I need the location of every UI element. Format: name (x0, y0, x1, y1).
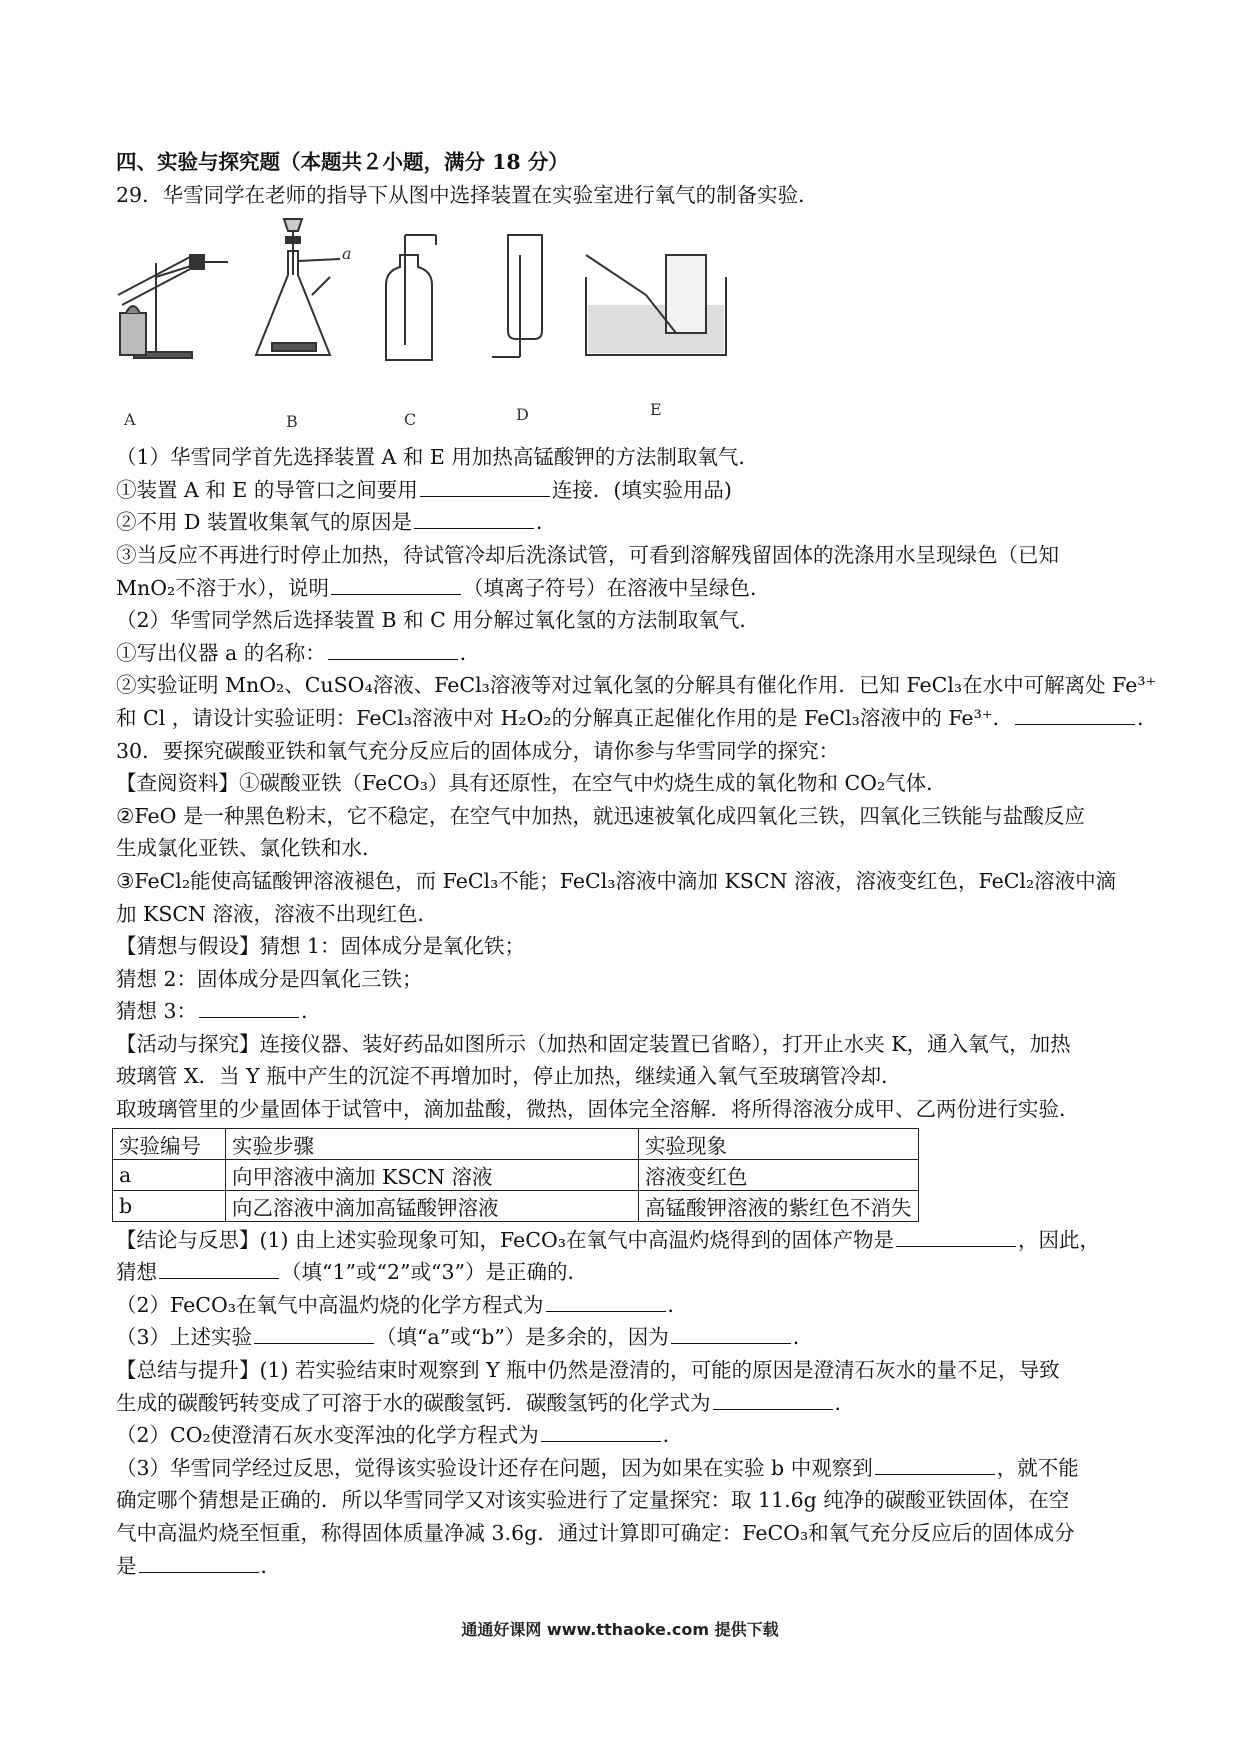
q30-conclusion1-tail2: （填“1”或“2”或“3”）是正确的． (281, 1260, 589, 1285)
q30-activity3: 取玻璃管里的少量固体于试管中，滴加盐酸，微热，固体完全溶解．将所得溶液分成甲、乙两份进行实验． (116, 1097, 1080, 1122)
q30-activity2: 玻璃管 X．当 Y 瓶中产生的沉淀不再增加时，停止加热，继续通入氧气至玻璃管冷却． (116, 1064, 902, 1089)
apparatus-figure (116, 211, 1126, 441)
q30-summary3-tail: ，就不能 (996, 1455, 1079, 1480)
q29-part1-2-text: ②不用 D 装置收集氧气的原因是 (116, 510, 412, 535)
q29-part1-3: ③当反应不再进行时停止加热，待试管冷却后洗涤试管，可看到溶解残留固体的洗涤用水呈现绿色（已知 (116, 542, 1059, 567)
q30-summary3-tail2: ． (260, 1553, 281, 1578)
answer-blank[interactable] (199, 995, 299, 1018)
q30-conclusion2-tail: ． (667, 1292, 688, 1317)
exam-content (116, 146, 1158, 1582)
q30-hyp2: 猜想 2：固体成分是四氧化三铁； (116, 966, 423, 991)
answer-blank[interactable] (328, 637, 458, 660)
figure-label-d: D (516, 405, 529, 425)
q30-conclusion2-text: （2）FeCO₃在氧气中高温灼烧的化学方程式为 (116, 1292, 544, 1317)
q30-conclusion2 (116, 1289, 1126, 1322)
apparatus-a-drawing (118, 255, 228, 358)
answer-blank[interactable] (159, 1256, 279, 1279)
experiment-table (112, 1128, 919, 1222)
table-row (113, 1159, 919, 1190)
figure-label-instrument-a: a (342, 244, 352, 264)
q30-summary2 (116, 1419, 1126, 1452)
table-cell: a (113, 1159, 226, 1190)
apparatus-d-drawing (492, 235, 542, 357)
figure-label-b: B (286, 412, 298, 432)
table-row (113, 1190, 919, 1221)
q30-conclusion1-text: 【结论与反思】(1) 由上述实验现象可知，FeCO₃在氧气中高温灼烧得到的固体产物是 (116, 1227, 894, 1252)
q29-part1-3-tail: （填离子符号）在溶液中呈绿色． (462, 575, 771, 600)
q30-ref3-cont: 加 KSCN 溶液，溶液不出现红色． (116, 901, 439, 926)
answer-blank[interactable] (420, 474, 550, 497)
table-cell: b (113, 1190, 226, 1221)
q29-part2-2: ②实验证明 MnO₂、CuSO₄溶液、FeCl₃溶液等对过氧化氢的分解具有催化作用．已知 FeCl₃在水中可解离处 Fe³⁺ (116, 673, 1157, 698)
table-header-row (113, 1128, 919, 1159)
q30-conclusion1 (116, 1224, 1126, 1257)
page-footer: 通通好课网 www.tthaoke.com 提供下载 (461, 1620, 779, 1639)
answer-blank[interactable] (414, 506, 534, 529)
q30-summary3-cont2: 气中高温灼烧至恒重，称得固体质量净减 3.6g．通过计算即可确定：FeCO₃和氧气充分反应后的固体成分 (116, 1521, 1075, 1545)
figure-label-e: E (650, 400, 662, 420)
q30-summary1-cont (116, 1387, 1126, 1420)
table-cell: 向甲溶液中滴加 KSCN 溶液 (226, 1159, 639, 1190)
q30-conclusion1-cont (116, 1256, 1126, 1289)
q29-part1-1-tail: 连接．(填实验用品) (551, 477, 732, 502)
q29-part1-3-cont (116, 572, 1126, 605)
q30-conclusion3-mid: （填“a”或“b”）是多余的，因为 (376, 1325, 669, 1350)
figure-label-a: A (124, 410, 136, 430)
answer-blank[interactable] (896, 1224, 1016, 1247)
q29-part2-1 (116, 637, 1126, 670)
q30-hyp3-tail: ． (301, 999, 322, 1024)
q30-summary1-tail: ． (834, 1390, 855, 1415)
q30-ref2-cont: 生成氯化亚铁、氯化铁和水． (116, 836, 383, 861)
q29-part2-2-cont (116, 702, 1158, 735)
figure-label-c: C (404, 410, 417, 430)
table-header: 实验步骤 (226, 1128, 639, 1159)
q29-part1: （1）华雪同学首先选择装置 A 和 E 用加热高锰酸钾的方法制取氧气． (116, 445, 759, 470)
q30-conclusion3-text: （3）上述实验 (116, 1325, 253, 1350)
q30-summary1: 【总结与提升】(1) 若实验结束时观察到 Y 瓶中仍然是澄清的，可能的原因是澄清石灰水的量不足，导致 (116, 1358, 1060, 1383)
table-cell: 高锰酸钾溶液的紫红色不消失 (639, 1190, 919, 1221)
q30-conclusion3-tail: ． (792, 1325, 814, 1350)
q30-ref2: ②FeO 是一种黑色粉末，它不稳定，在空气中加热，就迅速被氧化成四氧化三铁，四氧化三铁能与盐酸反应 (116, 803, 1085, 828)
q30-conclusion1-tail: ，因此， (1018, 1227, 1100, 1252)
q30-conclusion1-text2: 猜想 (116, 1260, 157, 1285)
q29-part2-2-text: 和 Cl ，请设计实验证明：FeCl₃溶液中对 H₂O₂的分解真正起催化作用的是 FeCl₃溶液中的 Fe³⁺． (116, 705, 1014, 730)
answer-blank[interactable] (331, 572, 461, 595)
apparatus-b-drawing (256, 219, 340, 355)
q30-summary3-cont3 (116, 1550, 1126, 1583)
q30-activity1: 【活动与探究】连接仪器、装好药品如图所示（加热和固定装置已省略），打开止水夹 K，通入氧气，加热 (116, 1031, 1071, 1056)
table-cell: 向乙溶液中滴加高锰酸钾溶液 (226, 1190, 639, 1221)
q29-part1-3-text: MnO₂不溶于水），说明 (116, 575, 329, 600)
answer-blank[interactable] (546, 1289, 666, 1312)
answer-blank[interactable] (139, 1550, 259, 1573)
q29-part1-1 (116, 474, 1126, 507)
answer-blank[interactable] (875, 1452, 995, 1475)
q29-part2-2-tail: ． (1137, 705, 1158, 730)
apparatus-c-drawing (386, 235, 436, 360)
q30-conclusion3 (116, 1321, 1126, 1354)
q30-summary3-text: （3）华雪同学经过反思，觉得该实验设计还存在问题，因为如果在实验 b 中观察到 (116, 1455, 873, 1480)
apparatus-drawing (116, 215, 736, 440)
q29-part2-1-tail: ． (459, 640, 481, 665)
q30-hyp1: 【猜想与假设】猜想 1：固体成分是氧化铁； (116, 934, 526, 959)
q29-part1-2 (116, 506, 1126, 539)
q29-part1-2-tail: ． (535, 510, 557, 535)
q30-stem: 30．要探究碳酸亚铁和氧气充分反应后的固体成分，请你参与华雪同学的探究： (116, 738, 840, 763)
q30-hyp3-text: 猜想 3： (116, 999, 198, 1024)
q30-summary2-tail: ． (662, 1423, 684, 1448)
q30-ref1: 【查阅资料】①碳酸亚铁（FeCO₃）具有还原性，在空气中灼烧生成的氧化物和 CO₂气体． (116, 771, 947, 796)
answer-blank[interactable] (1015, 702, 1135, 725)
answer-blank[interactable] (713, 1387, 833, 1410)
table-header: 实验现象 (639, 1128, 919, 1159)
table-header: 实验编号 (113, 1128, 226, 1159)
q30-summary3-cont1: 确定哪个猜想是正确的．所以华雪同学又对该实验进行了定量探究：取 11.6g 纯净的碳酸亚铁固体，在空 (116, 1488, 1070, 1513)
q30-summary3 (116, 1452, 1126, 1485)
q29-stem: 29．华雪同学在老师的指导下从图中选择装置在实验室进行氧气的制备实验． (116, 182, 819, 207)
q30-summary3-text2: 是 (116, 1553, 137, 1578)
q29-part1-1-text: ①装置 A 和 E 的导管口之间要用 (116, 477, 418, 502)
q30-hyp3 (116, 995, 1126, 1028)
answer-blank[interactable] (254, 1321, 374, 1344)
q30-summary1-text: 生成的碳酸钙转变成了可溶于水的碳酸氢钙．碳酸氢钙的化学式为 (116, 1390, 711, 1415)
q29-part2: （2）华雪同学然后选择装置 B 和 C 用分解过氧化氢的方法制取氧气． (116, 608, 760, 633)
q29-part2-1-text: ①写出仪器 a 的名称： (116, 640, 326, 665)
q30-summary2-text: （2）CO₂使澄清石灰水变浑浊的化学方程式为 (116, 1423, 539, 1448)
table-cell: 溶液变红色 (639, 1159, 919, 1190)
apparatus-e-drawing (586, 255, 726, 355)
section-title: 四、实验与探究题（本题共２小题，满分 18 分） (116, 150, 569, 174)
q30-ref3: ③FeCl₂能使高锰酸钾溶液褪色，而 FeCl₃不能；FeCl₃溶液中滴加 KSCN 溶液，溶液变红色，FeCl₂溶液中滴 (116, 868, 1117, 893)
answer-blank[interactable] (541, 1419, 661, 1442)
answer-blank[interactable] (671, 1321, 791, 1344)
